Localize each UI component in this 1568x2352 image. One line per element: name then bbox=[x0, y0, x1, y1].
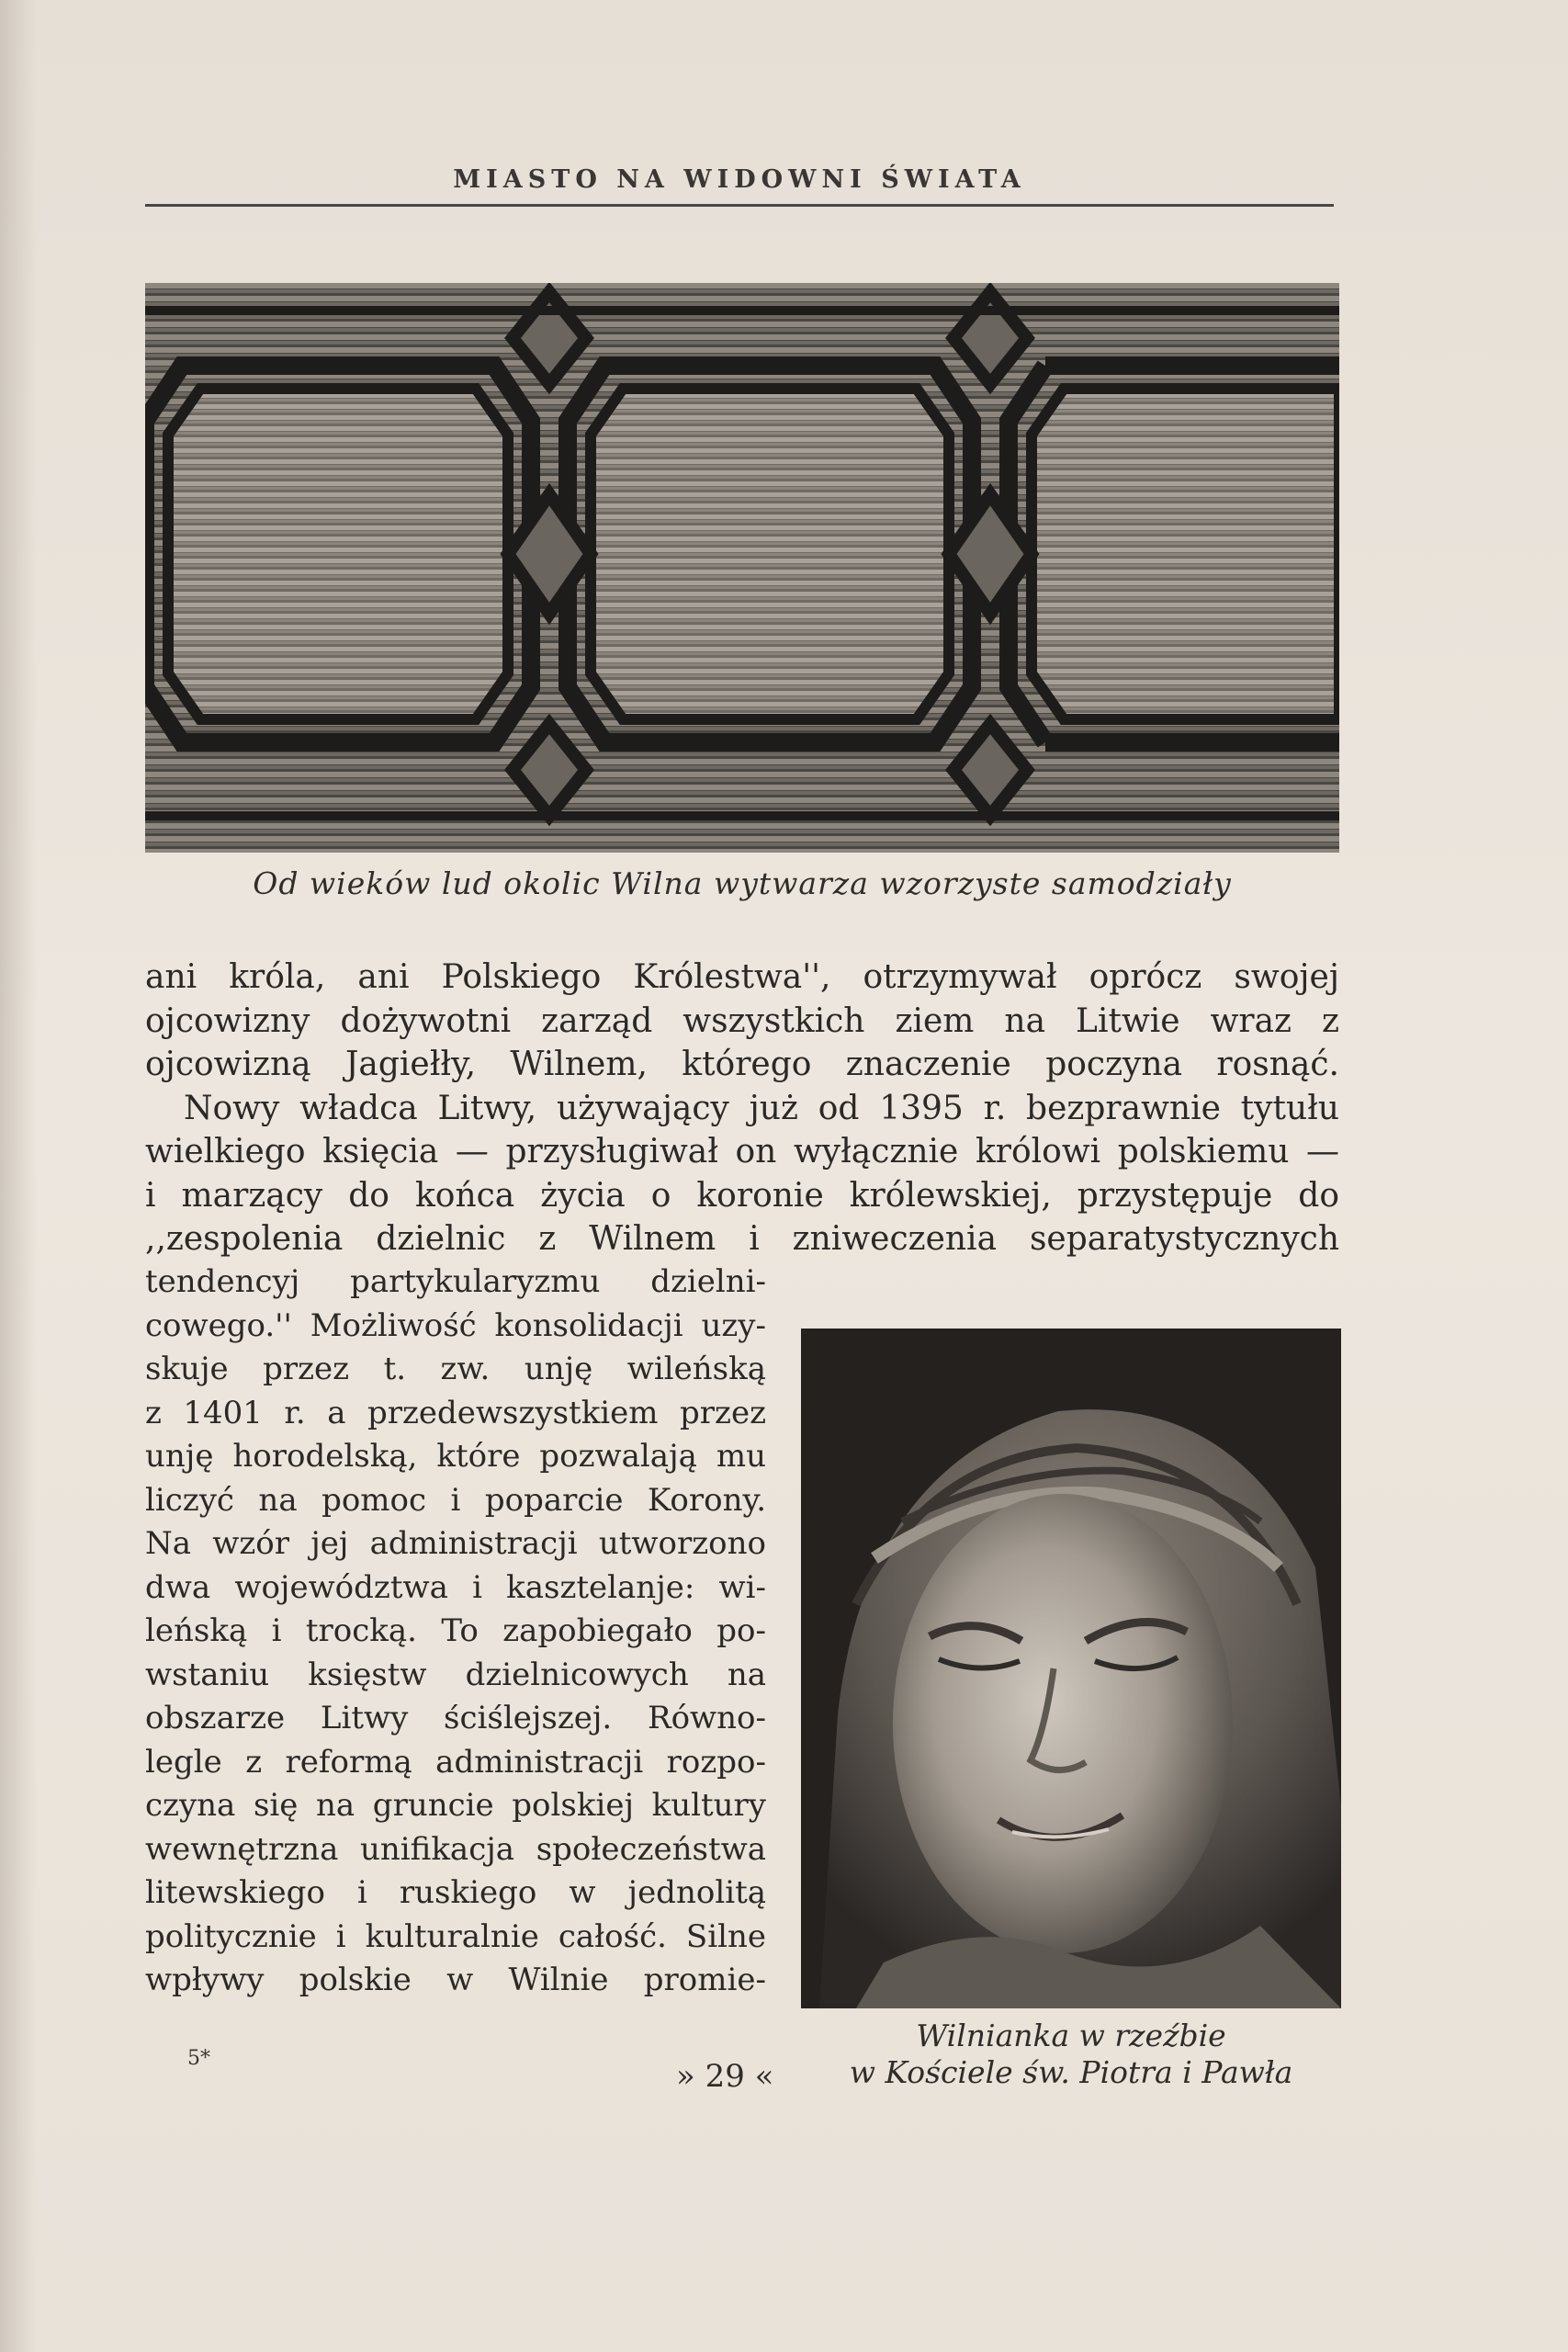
text-line: wielkiego księcia — przysługiwał on wyłącznie królowi polskiemu — bbox=[145, 1133, 1339, 1170]
text-line: Nowy władca Litwy, używający już od 1395 r. bezprawnie tytułu bbox=[184, 1089, 1339, 1127]
text-line: tendencyj partykularyzmu dzielni- bbox=[145, 1263, 766, 1300]
fabric-photo bbox=[145, 283, 1339, 853]
text-line: ,,zespolenia dzielnic z Wilnem i zniweczenia separatystycznych bbox=[145, 1220, 1339, 1258]
text-line: wewnętrzna unifikacja społeczeństwa bbox=[145, 1830, 766, 1868]
sculpture-caption bbox=[801, 2018, 1341, 2091]
text-line: unję horodelską, które pozwalają mu bbox=[145, 1438, 766, 1475]
fabric-caption: Od wieków lud okolic Wilna wytwarza wzorzyste samodziały bbox=[253, 865, 1232, 901]
text-line: politycznie i kulturalnie całość. Silne bbox=[145, 1917, 766, 1955]
text-line: Na wzór jej administracji utworzono bbox=[145, 1525, 766, 1562]
running-head: MIASTO NA WIDOWNI ŚWIATA bbox=[453, 165, 1026, 194]
text-line: leńską i trocką. To zapobiegało po- bbox=[145, 1612, 766, 1649]
text-line: czyna się na gruncie polskiej kultury bbox=[145, 1787, 766, 1824]
page-number: » 29 « bbox=[676, 2058, 774, 2095]
text-line: cowego.'' Możliwość konsolidacji uzy- bbox=[145, 1306, 766, 1344]
text-line: ani króla, ani Polskiego Królestwa'', otrzymywał oprócz swojej bbox=[145, 958, 1339, 996]
text-line: skuje przez t. zw. unję wileńską bbox=[145, 1351, 766, 1387]
text-line: litewskiego i ruskiego w jednolitą bbox=[145, 1874, 766, 1911]
text-line: wpływy polskie w Wilnie promie- bbox=[145, 1962, 766, 1998]
page-gutter-shadow bbox=[0, 0, 37, 2352]
sculpture-caption-line: Wilnianka w rzeźbie bbox=[916, 2018, 1226, 2053]
text-line: liczyć na pomoc i poparcie Korony. bbox=[145, 1481, 766, 1519]
text-line: ojcowizną Jagiełły, Wilnem, którego znaczenie poczyna rosnąć. bbox=[145, 1046, 1339, 1083]
sculpture-photo bbox=[801, 1329, 1341, 2008]
text-line: legle z reformą administracji rozpo- bbox=[145, 1743, 766, 1781]
header-rule bbox=[145, 204, 1334, 207]
sculpture-caption-line: w Kościele św. Piotra i Pawła bbox=[849, 2054, 1293, 2090]
text-line: wstaniu księstw dzielnicowych na bbox=[145, 1656, 766, 1693]
signature-mark: 5* bbox=[187, 2047, 210, 2070]
text-line: ojcowizny dożywotni zarząd wszystkich ziem na Litwie wraz z bbox=[145, 1001, 1339, 1040]
body-text-full-width bbox=[145, 956, 1339, 1261]
text-line: dwa województwa i kasztelanje: wi- bbox=[145, 1568, 766, 1606]
text-line: z 1401 r. a przedewszystkiem przez bbox=[145, 1394, 766, 1431]
body-text-column bbox=[145, 1261, 766, 2003]
text-line: i marzący do końca życia o koronie królewskiej, przystępuje do bbox=[145, 1176, 1339, 1215]
text-line: obszarze Litwy ściślejszej. Równo- bbox=[145, 1700, 766, 1736]
